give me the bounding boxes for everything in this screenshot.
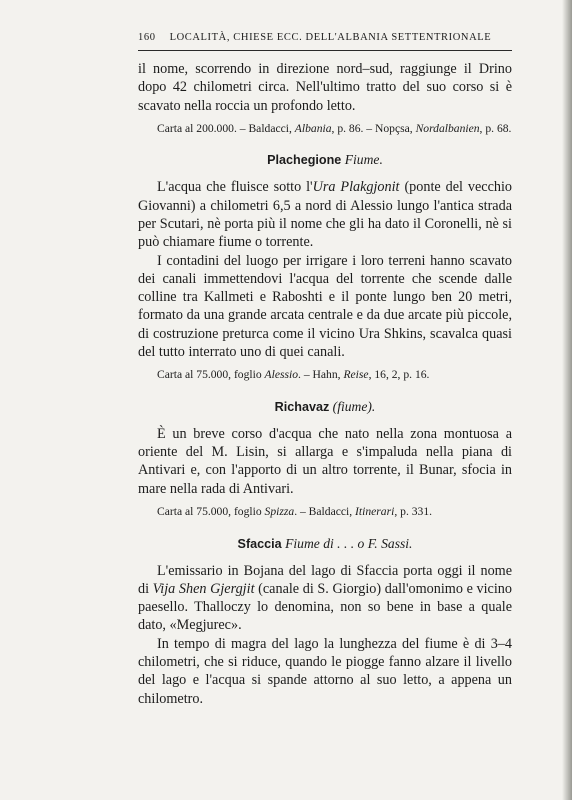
- plachegione-paragraph-1: L'acqua che fluisce sotto l'Ura Plakgjonit (ponte del vecchio Giovanni) a chilometri 6,5 a nord di Alessio lungo l'antica strada per Scutari, nè porta più il nome che gli ha dato il Coronelli, nè si può chiamare fiume o torrente.: [138, 179, 512, 251]
- page-spine-shadow: [562, 0, 572, 800]
- running-header: [138, 32, 512, 43]
- sfaccia-paragraph-2: In tempo di magra del lago la lunghezza del fiume è di 3–4 chilometri, che si riduce, quando le piogge fanno alzare il livello del lago e l'acqua si spande attorno al suo letto, a appena un chilometro.: [138, 635, 512, 707]
- entry-heading-richavaz: Richavaz (fiume).: [274, 398, 376, 414]
- running-title: LOCALITÀ, CHIESE ECC. DELL'ALBANIA SETTENTRIONALE: [169, 32, 492, 43]
- page-content: [138, 60, 512, 708]
- entry-heading-plachegione: Plachegione Fiume.: [267, 152, 383, 168]
- sfaccia-paragraph-1: L'emissario in Bojana del lago di Sfaccia porta oggi il nome di Vija Shen Gjergjit (canale di S. Giorgio) dall'omonimo e vicino paesello. Thalloczy lo denomina, non so bene in base a quale dato, «Megjurec».: [138, 562, 512, 634]
- richavaz-paragraph-1: È un breve corso d'acqua che nato nella zona montuosa a oriente del M. Lisin, si allarga e s'impaluda nella piana di Antivari e, con l'apporto di un altro torrente, il Bunar, sfocia in mare nella rada di Antivari.: [138, 425, 512, 497]
- page-number: 160: [138, 32, 156, 43]
- header-rule: [138, 50, 512, 51]
- intro-reference: Carta al 200.000. – Baldacci, Albania, p. 86. – Nopçsa, Nordalbanien, p. 68.: [157, 121, 512, 135]
- intro-paragraph: il nome, scorrendo in direzione nord–sud, raggiunge il Drino dopo 42 chilometri circa. Nell'ultimo tratto del suo corso si è scavato nella roccia un profondo letto.: [138, 61, 512, 114]
- plachegione-reference: Carta al 75.000, foglio Alessio. – Hahn, Reise, 16, 2, p. 16.: [157, 368, 430, 382]
- richavaz-reference: Carta al 75.000, foglio Spizza. – Baldacci, Itinerari, p. 331.: [157, 505, 433, 519]
- entry-heading-sfaccia: Sfaccia Fiume di . . . o F. Sassi.: [237, 535, 413, 551]
- plachegione-paragraph-2: I contadini del luogo per irrigare i loro terreni hanno scavato dei canali immettendovi l'acqua del torrente che scende dalle colline tra Kallmeti e Raboshti e il ponte lungo ben 20 metri, formato da una grande arcata centrale e da due arcate più piccole, di costruzione preturca come il vicino Ura Shkins, scavalca quasi del tutto interrato uno di quei canali.: [138, 252, 512, 361]
